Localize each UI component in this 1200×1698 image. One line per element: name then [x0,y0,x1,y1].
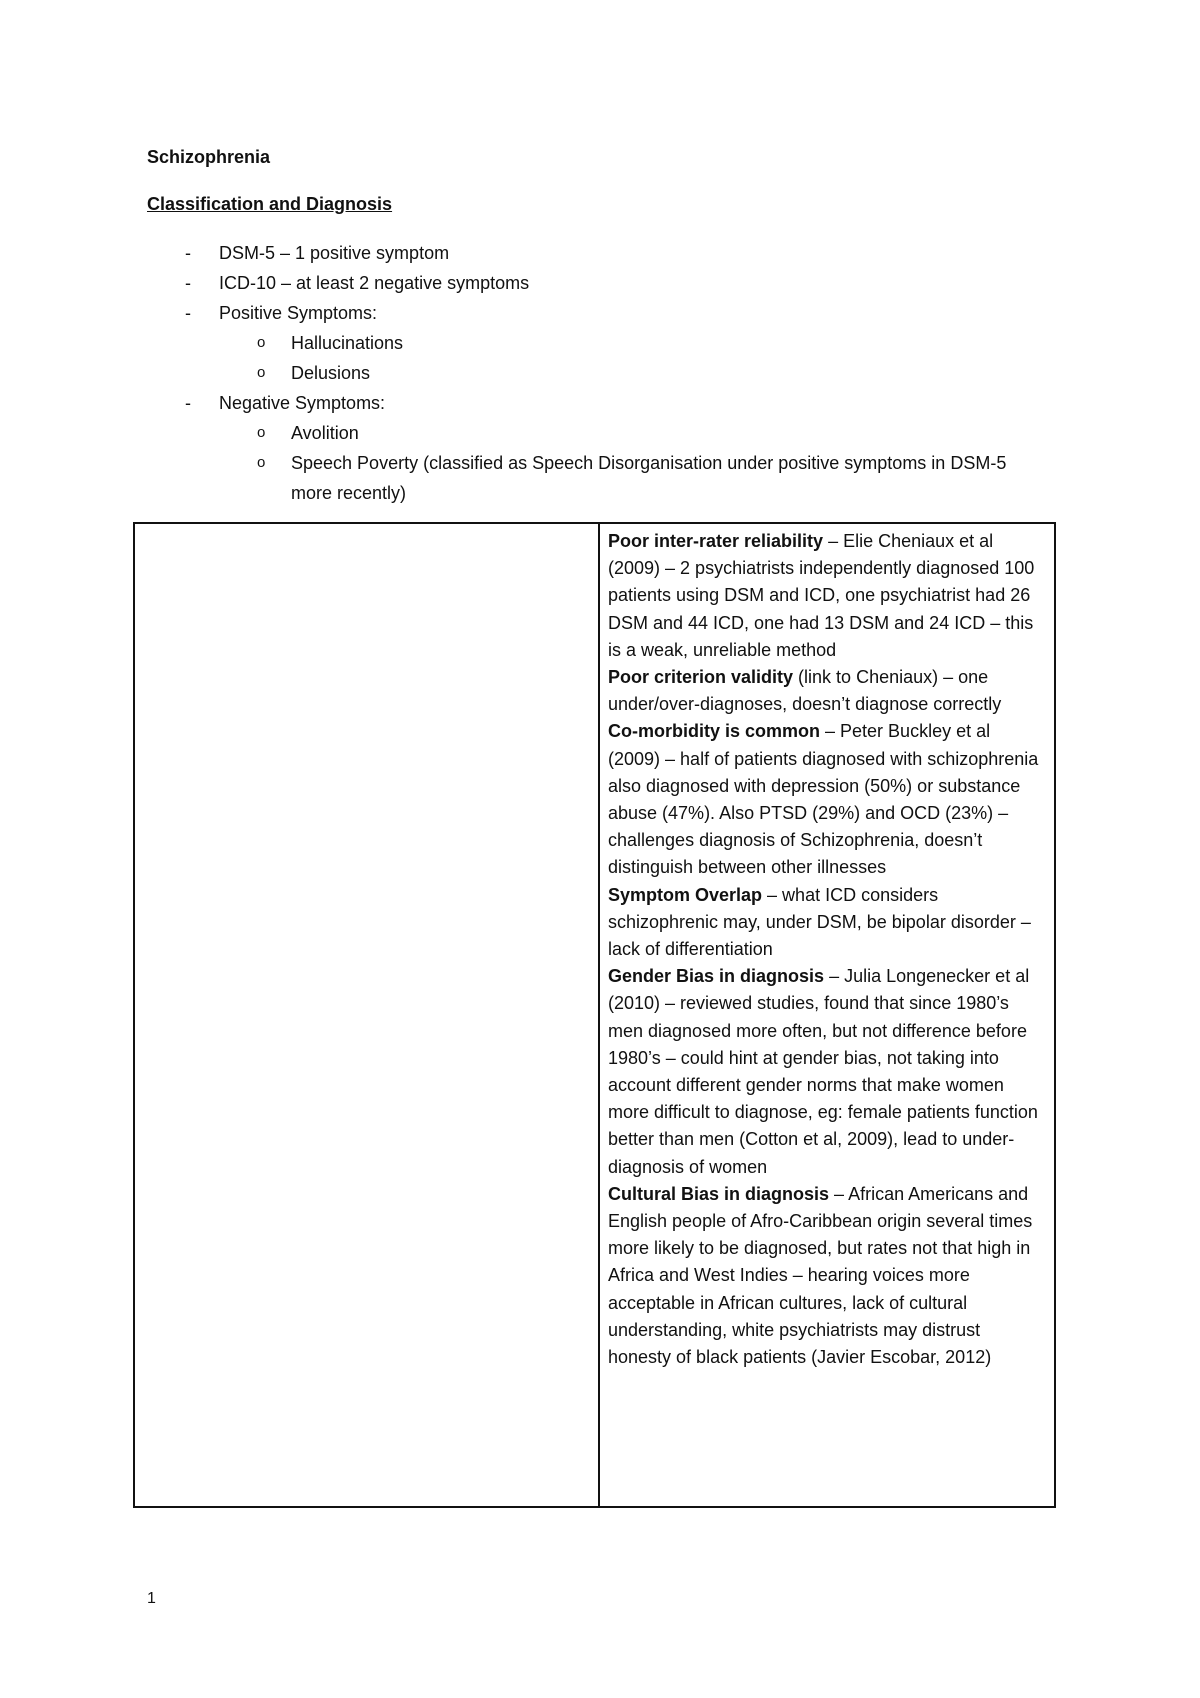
circle-bullet-icon: o [257,364,266,381]
table-row [134,523,1055,1507]
empty-cell [134,523,599,1507]
evaluation-point-text: – African Americans and English people of Afro-Caribbean origin several times more likely to be diagnosed, but rates not that high in Africa and West Indies – hearing voices more acceptable in African cultures, lack of cultural understanding, white psychiatrists may distrust honesty of black patients (Javier Escobar, 2012) [608,1183,1033,1368]
evaluation-point [608,718,1046,881]
page-title: Schizophrenia [147,147,271,167]
sub-item [147,328,1047,358]
bullet-item [147,298,1047,388]
evaluation-point-text: – what ICD considers schizophrenic may, under DSM, be bipolar disorder – lack of differentiation [608,884,1031,960]
circle-bullet-icon: o [257,454,266,471]
bullet-text: Positive Symptoms: [219,303,378,323]
bullet-item [147,268,1047,298]
bullet-text: Negative Symptoms: [219,393,386,413]
evaluation-cell [599,523,1055,1507]
evaluation-point-text: (link to Cheniaux) – one under/over-diagnoses, doesn’t diagnose correctly [608,667,1002,715]
evaluation-text [600,524,1054,1371]
sub-item [147,448,1047,508]
evaluation-point-term: Co-morbidity is common [608,721,821,742]
dash-bullet-icon: - [185,273,191,293]
evaluation-point-term: Cultural Bias in diagnosis [608,1183,830,1204]
evaluation-point-text: – Julia Longenecker et al (2010) – reviewed studies, found that since 1980’s men diagnosed more often, but not difference before 1980’s – could hint at gender bias, not taking into account different gender norms that make women more difficult to diagnose, eg: female patients function better than men (Cotton et al, 2009), lead to under-diagnosis of women [608,966,1038,1177]
evaluation-point [608,664,1046,718]
sub-item-text: Hallucinations [291,333,404,353]
section-heading: Classification and Diagnosis [147,194,393,214]
sub-item [147,418,1047,448]
circle-bullet-icon: o [257,424,266,441]
sub-item-text: Delusions [291,363,371,383]
dash-bullet-icon: - [185,303,191,323]
sub-list [219,418,1047,508]
evaluation-point-term: Gender Bias in diagnosis [608,966,825,987]
bullet-list [147,238,1047,508]
circle-bullet-icon: o [257,334,266,351]
bullet-text: ICD-10 – at least 2 negative symptoms [219,273,530,293]
bullet-item [147,388,1047,508]
bullet-text: DSM-5 – 1 positive symptom [219,243,450,263]
evaluation-point-text: – Peter Buckley et al (2009) – half of patients diagnosed with schizophrenia also diagnosed with depression (50%) or substance abuse (47%). Also PTSD (29%) and OCD (23%) – challenges diagnosis of Schizophrenia, doesn’t distinguish between other illnesses [608,721,1039,878]
sub-item-text: Speech Poverty (classified as Speech Disorganisation under positive symptoms in DSM-5 more recently) [291,453,1007,503]
evaluation-point [608,963,1046,1181]
evaluation-point [608,528,1046,664]
page-number: 1 [147,1590,156,1607]
sub-list [219,328,1047,388]
evaluation-point [608,1181,1046,1371]
evaluation-table [133,522,1056,1508]
evaluation-point-term: Poor inter-rater reliability [608,531,824,551]
dash-bullet-icon: - [185,243,191,263]
dash-bullet-icon: - [185,393,191,413]
sub-item-text: Avolition [291,423,359,443]
evaluation-point-term: Poor criterion validity [608,667,794,688]
evaluation-point-term: Symptom Overlap [608,884,763,905]
bullet-item [147,238,1047,268]
evaluation-point [608,882,1046,964]
sub-item [147,358,1047,388]
evaluation-point-text: – Elie Cheniaux et al (2009) – 2 psychiatrists independently diagnosed 100 patients using DSM and ICD, one psychiatrist had 26 DSM and 44 ICD, one had 13 DSM and 24 ICD – this is a weak, unreliable method [608,531,1035,660]
